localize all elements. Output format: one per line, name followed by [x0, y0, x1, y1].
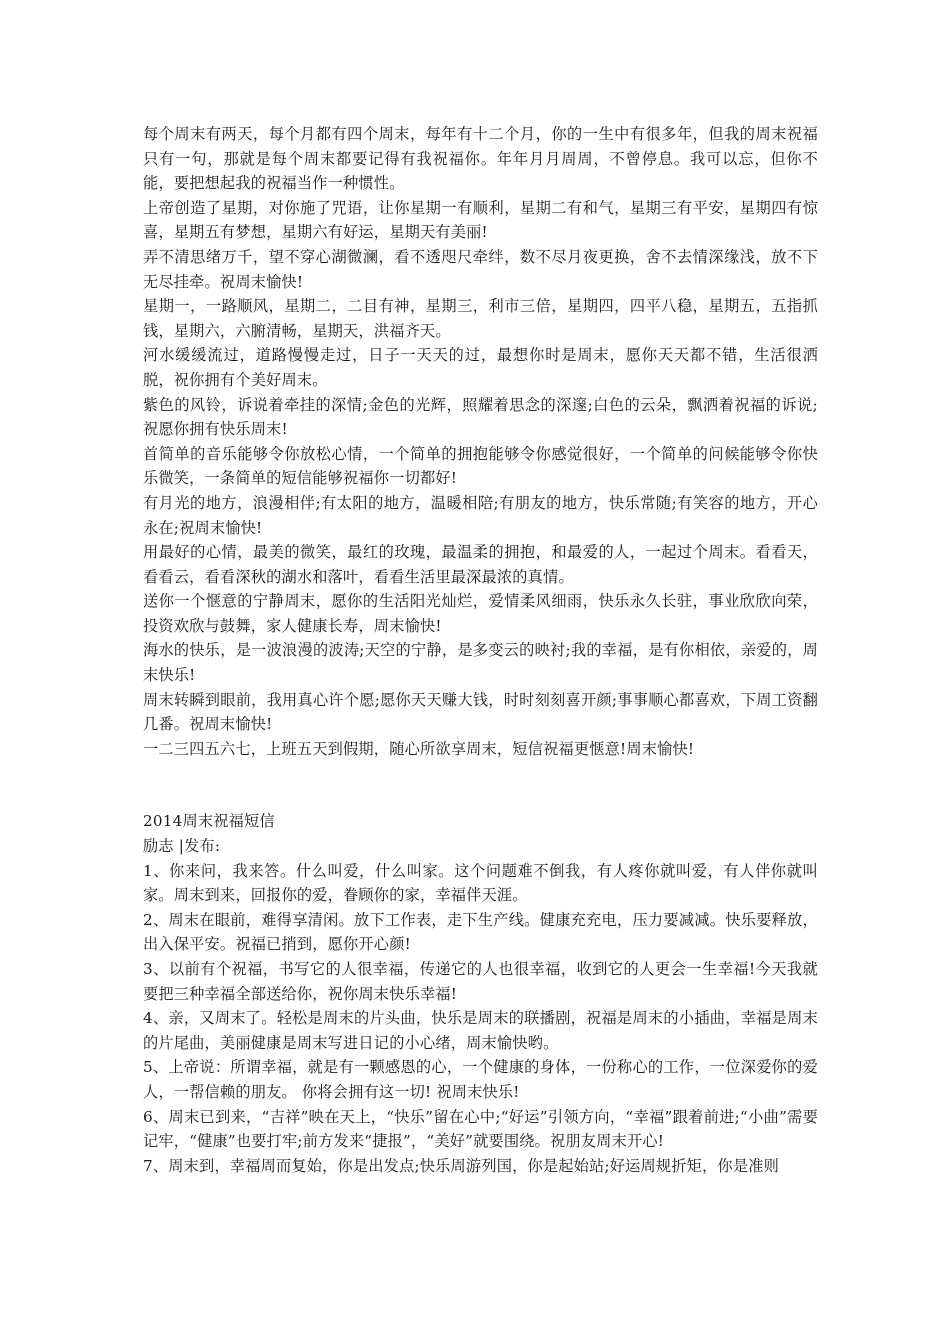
paragraph: 紫色的风铃，诉说着牵挂的深情;金色的光辉，照耀着思念的深邃;白色的云朵，飘洒着祝福的诉说;祝愿你拥有快乐周末! — [143, 395, 818, 439]
numbered-paragraph: 6、周末已到来，“吉祥”映在天上，“快乐”留在心中;“好运”引领方向，“幸福”跟着前进;“小曲”需要记牢，“健康”也要打牢;前方发来“捷报”，“美好”就要围绕。祝朋友周末开心! — [143, 1107, 818, 1151]
numbered-paragraph: 4、亲，又周末了。轻松是周末的片头曲，快乐是周末的联播剧，祝福是周末的小插曲，幸福是周末的片尾曲，美丽健康是周末写进日记的小心绪，周末愉快哟。 — [143, 1009, 818, 1052]
paragraph: 上帝创造了星期，对你施了咒语，让你星期一有顺利，星期二有和气，星期三有平安，星期四有惊喜，星期五有梦想，星期六有好运，星期天有美丽! — [143, 198, 818, 242]
paragraph: 河水缓缓流过，道路慢慢走过，日子一天天的过，最想你时是周末，愿你天天都不错，生活很洒脱，祝你拥有个美好周末。 — [143, 346, 818, 389]
numbered-paragraph: 3、以前有个祝福，书写它的人很幸福，传递它的人也很幸福，收到它的人更会一生幸福!今天我就要把三种幸福全部送给你，祝你周末快乐幸福! — [143, 960, 818, 1003]
numbered-paragraph: 1、你来问，我来答。什么叫爱，什么叫家。这个问题难不倒我，有人疼你就叫爱，有人伴你就叫家。周末到来，回报你的爱，眷顾你的家，幸福伴天涯。 — [143, 861, 818, 905]
paragraph: 周末转瞬到眼前，我用真心许个愿;愿你天天赚大钱，时时刻刻喜开颜;事事顺心都喜欢，下周工资翻几番。祝周末愉快! — [143, 690, 818, 734]
paragraph: 弄不清思绪万千，望不穿心湖微澜，看不透咫尺牵绊，数不尽月夜更换，舍不去情深缘浅，放不下无尽挂牵。祝周末愉快! — [143, 247, 818, 291]
document-body — [143, 122, 818, 1178]
byline: 励志 |发布: — [143, 837, 221, 856]
section-title: 2014周末祝福短信 — [143, 812, 275, 831]
paragraph: 用最好的心情，最美的微笑，最红的玫瑰，最温柔的拥抱，和最爱的人，一起过个周末。看看天，看看云，看看深秋的湖水和落叶，看看生活里最深最浓的真情。 — [143, 543, 818, 586]
section-weekend-wishes — [143, 122, 818, 761]
paragraph: 海水的快乐，是一波浪漫的波涛;天空的宁静，是多变云的映衬;我的幸福，是有你相依，亲爱的，周末快乐! — [143, 641, 818, 685]
paragraph: 有月光的地方，浪漫相伴;有太阳的地方，温暖相陪;有朋友的地方，快乐常随;有笑容的地方，开心永在;祝周末愉快! — [143, 493, 818, 537]
paragraph: 送你一个惬意的宁静周末，愿你的生活阳光灿烂，爱情柔风细雨，快乐永久长驻，事业欣欣向荣，投资欢欣与鼓舞，家人健康长寿，周末愉快! — [143, 592, 818, 635]
paragraph: 每个周末有两天，每个月都有四个周末，每年有十二个月，你的一生中有很多年，但我的周末祝福只有一句，那就是每个周末都要记得有我祝福你。年年月月周周，不曾停息。我可以忘，但你不能，要把想起我的祝福当作一种惯性。 — [143, 125, 818, 193]
paragraph: 星期一，一路顺风，星期二，二目有神，星期三，利市三倍，星期四，四平八稳，星期五，五指抓钱，星期六，六腑清畅，星期天，洪福齐天。 — [143, 297, 818, 340]
numbered-paragraph: 2、周末在眼前，难得享清闲。放下工作表，走下生产线。健康充充电，压力要减减。快乐要释放，出入保平安。祝福已捎到，愿你开心颜! — [143, 910, 818, 954]
numbered-paragraph: 7、周末到，幸福周而复始，你是出发点;快乐周游列国，你是起始站;好运周规折矩，你是准则 — [143, 1156, 779, 1175]
paragraph: 一二三四五六七，上班五天到假期，随心所欲享周末，短信祝福更惬意!周末愉快! — [143, 739, 695, 758]
numbered-paragraph: 5、上帝说：所谓幸福，就是有一颗感恩的心，一个健康的身体，一份称心的工作，一位深爱你的爱人，一帮信赖的朋友。 你将会拥有这一切! 祝周末快乐! — [143, 1058, 818, 1101]
section-2014-weekend-sms — [143, 809, 818, 1178]
paragraph: 首简单的音乐能够令你放松心情，一个简单的拥抱能够令你感觉很好，一个简单的问候能够令你快乐微笑，一条简单的短信能够祝福你一切都好! — [143, 444, 818, 488]
